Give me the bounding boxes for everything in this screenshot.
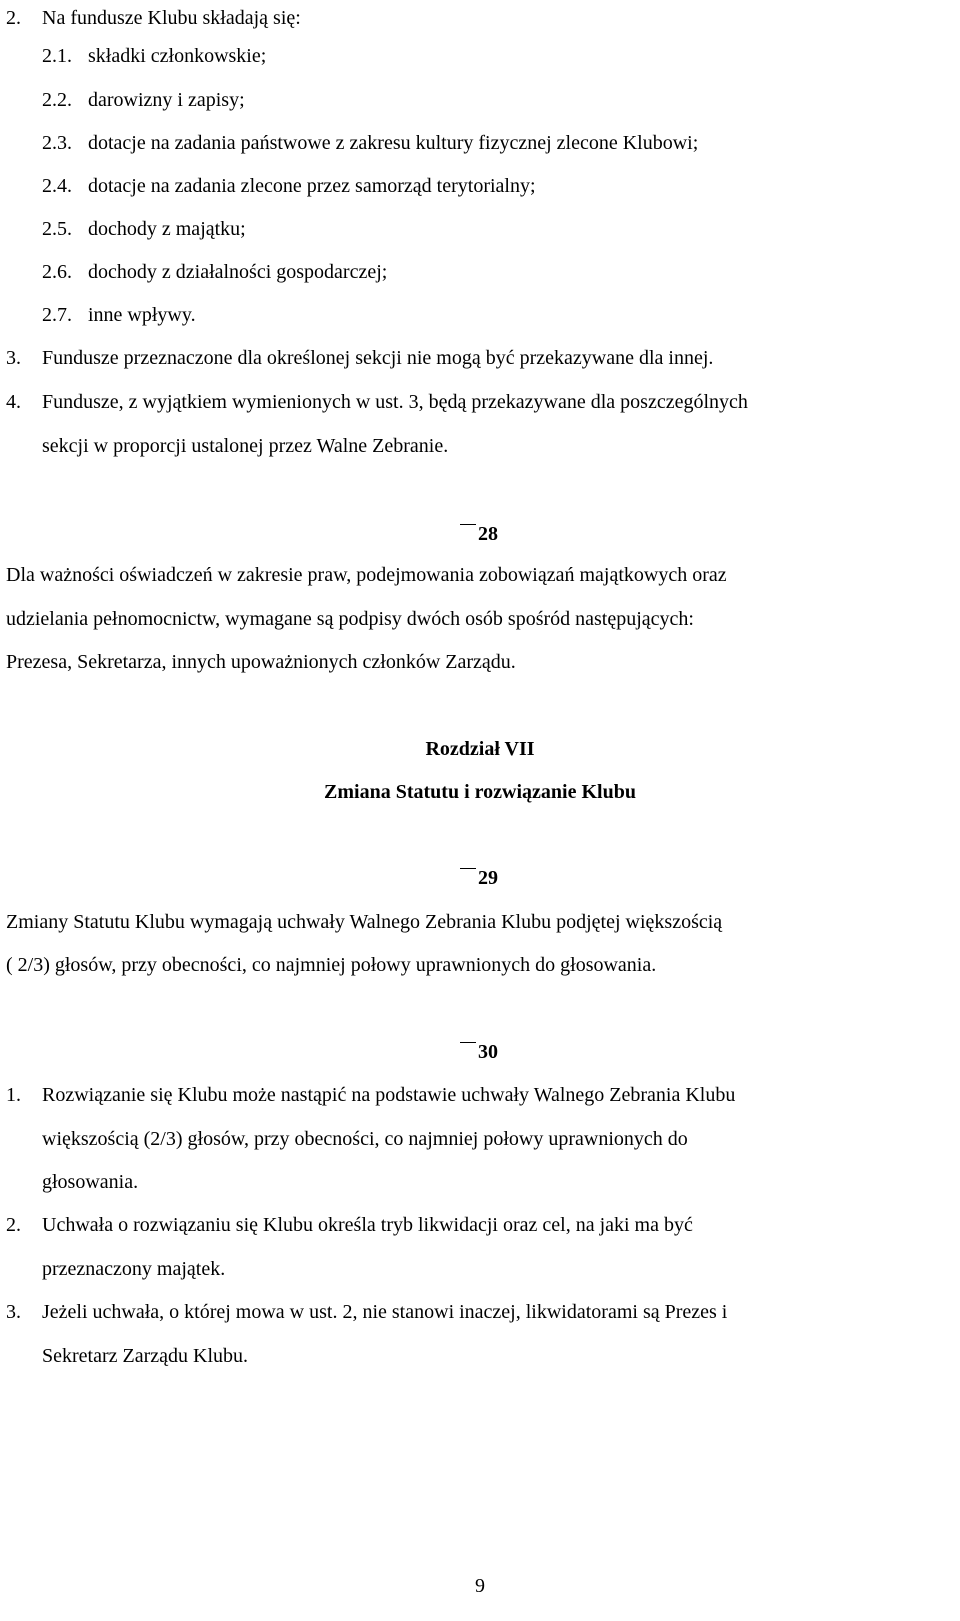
paragraph-text: Prezesa, Sekretarza, innych upoważnionych członków Zarządu. [6, 651, 516, 673]
paragraph-text: udzielania pełnomocnictw, wymagane są podpisy dwóch osób spośród następujących: [6, 608, 694, 630]
sub-number: 2.7. [42, 304, 72, 326]
chapter-subtitle: Zmiana Statutu i rozwiązanie Klubu [324, 781, 636, 803]
list-text: Sekretarz Zarządu Klubu. [42, 1345, 249, 1367]
section-sign-icon [460, 1042, 476, 1057]
section-number: 30 [478, 1041, 498, 1063]
list-text: Jeżeli uchwała, o której mowa w ust. 2, nie stanowi inaczej, likwidatorami są Prezes i [42, 1301, 728, 1323]
sub-text: inne wpływy. [88, 304, 196, 326]
sub-item-2-2 [42, 88, 245, 112]
chapter-title: Rozdział VII [425, 738, 535, 760]
section-30-item-3-continuation [42, 1344, 248, 1368]
sub-number: 2.5. [42, 218, 72, 240]
section-29-line-2 [6, 953, 656, 977]
list-item-3 [6, 346, 713, 370]
list-text: większością (2/3) głosów, przy obecności, co najmniej połowy uprawnionych do [42, 1128, 688, 1150]
list-text: przeznaczony majątek. [42, 1258, 226, 1280]
sub-text: dochody z działalności gospodarczej; [88, 261, 388, 283]
section-number: 29 [478, 867, 498, 889]
section-29-line-1 [6, 910, 722, 934]
list-text: Fundusze przeznaczone dla określonej sekcji nie mogą być przekazywane dla innej. [42, 347, 714, 369]
list-number: 3. [6, 347, 21, 369]
sub-item-2-1 [42, 44, 266, 68]
paragraph-text: Zmiany Statutu Klubu wymagają uchwały Walnego Zebrania Klubu podjętej większością [6, 911, 723, 933]
sub-text: darowizny i zapisy; [88, 89, 245, 111]
sub-item-2-4 [42, 174, 536, 198]
list-number: 4. [6, 391, 21, 413]
sub-number: 2.4. [42, 175, 72, 197]
section-mark-29 [460, 866, 498, 890]
sub-item-2-6 [42, 260, 387, 284]
list-item-2 [6, 6, 301, 30]
sub-number: 2.1. [42, 45, 72, 67]
list-text: głosowania. [42, 1171, 139, 1193]
section-30-item-1-continuation [42, 1127, 688, 1151]
section-30-item-1 [6, 1083, 735, 1107]
list-text: Uchwała o rozwiązaniu się Klubu określa tryb likwidacji oraz cel, na jaki ma być [42, 1214, 693, 1236]
paragraph-text: Dla ważności oświadczeń w zakresie praw, podejmowania zobowiązań majątkowych oraz [6, 564, 727, 586]
section-28-line-2 [6, 607, 694, 631]
section-28-line-3 [6, 650, 516, 674]
section-number: 28 [478, 523, 498, 545]
section-sign-icon [460, 868, 476, 883]
sub-text: dochody z majątku; [88, 218, 246, 240]
list-text: Fundusze, z wyjątkiem wymienionych w ust. 3, będą przekazywane dla poszczególnych [42, 391, 748, 413]
section-30-item-2-continuation [42, 1257, 225, 1281]
sub-item-2-7 [42, 303, 196, 327]
list-text: Na fundusze Klubu składają się: [42, 7, 301, 29]
sub-item-2-5 [42, 217, 246, 241]
section-30-item-3 [6, 1300, 727, 1324]
sub-number: 2.6. [42, 261, 72, 283]
section-mark-28 [460, 522, 498, 546]
section-mark-30 [460, 1040, 498, 1064]
page-number: 9 [475, 1575, 485, 1597]
list-item-4 [6, 390, 748, 414]
list-number: 2. [6, 1214, 21, 1236]
list-number: 2. [6, 7, 21, 29]
list-text: Rozwiązanie się Klubu może nastąpić na podstawie uchwały Walnego Zebrania Klubu [42, 1084, 736, 1106]
list-text: sekcji w proporcji ustalonej przez Walne Zebranie. [42, 435, 449, 457]
section-30-item-1-continuation [42, 1170, 138, 1194]
sub-number: 2.3. [42, 132, 72, 154]
list-number: 3. [6, 1301, 21, 1323]
section-sign-icon [460, 524, 476, 539]
sub-text: dotacje na zadania zlecone przez samorząd terytorialny; [88, 175, 536, 197]
sub-item-2-3 [42, 131, 698, 155]
sub-number: 2.2. [42, 89, 72, 111]
section-30-item-2 [6, 1213, 693, 1237]
list-number: 1. [6, 1084, 21, 1106]
section-28-line-1 [6, 563, 727, 587]
list-item-4-continuation [42, 434, 448, 458]
sub-text: składki członkowskie; [88, 45, 267, 67]
sub-text: dotacje na zadania państwowe z zakresu kultury fizycznej zlecone Klubowi; [88, 132, 699, 154]
paragraph-text: ( 2/3) głosów, przy obecności, co najmniej połowy uprawnionych do głosowania. [6, 954, 657, 976]
